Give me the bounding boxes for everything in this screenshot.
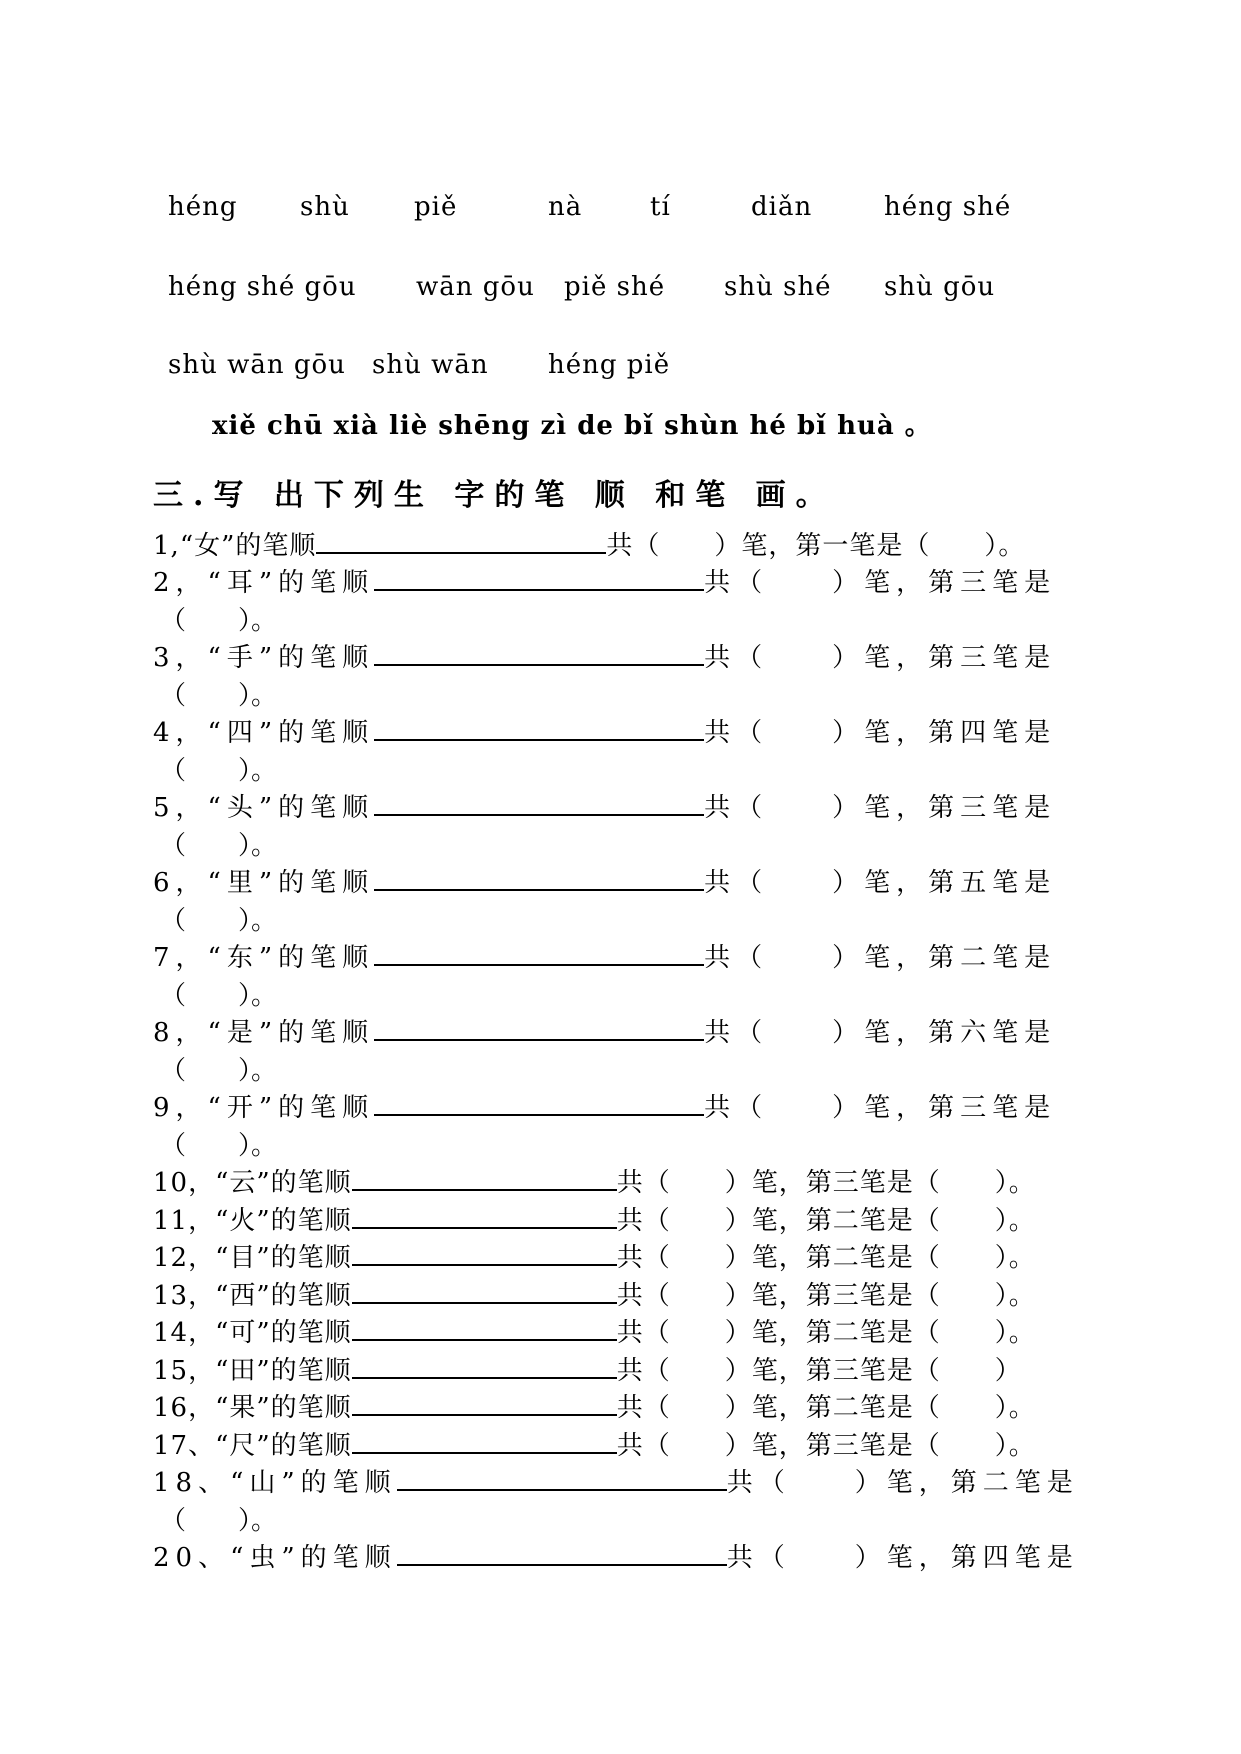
question-row <box>153 1387 1036 1424</box>
stroke-count-prompt: 共（ ）笔， <box>704 1093 929 1123</box>
pinyin-item: shù wān gōu <box>168 350 346 380</box>
pinyin-item: shù gōu <box>884 272 996 302</box>
question-number: 14， <box>153 1318 216 1348</box>
question-row <box>153 1162 1036 1199</box>
question-number: 7， <box>153 943 208 973</box>
stroke-order-blank[interactable] <box>316 528 606 554</box>
stroke-count-prompt: 共（ ）笔， <box>704 718 929 748</box>
question-row <box>153 1237 1036 1274</box>
question-character: “开”的笔顺 <box>207 1093 375 1123</box>
question-row <box>153 1462 1079 1499</box>
question-number: 5， <box>153 793 208 823</box>
question-number: 18、 <box>153 1468 231 1498</box>
question-row <box>153 1537 1079 1574</box>
pinyin-item: shù shé <box>724 272 832 302</box>
question-number: 13， <box>153 1281 216 1311</box>
nth-stroke-answer-paren: （ ）。 <box>160 756 278 786</box>
question-number: 16， <box>153 1393 216 1423</box>
nth-stroke-prompt: 第三笔是 <box>928 568 1057 598</box>
question-row <box>153 787 1056 824</box>
nth-stroke-prompt: 第四笔是 <box>928 718 1057 748</box>
question-character: “目”的笔顺 <box>215 1243 352 1273</box>
stroke-count-prompt: 共（ ）笔， <box>606 531 796 561</box>
pinyin-item: nà <box>548 192 583 222</box>
stroke-order-blank[interactable] <box>374 640 704 666</box>
pinyin-item: diǎn <box>751 192 813 222</box>
question-number: 10， <box>153 1168 216 1198</box>
stroke-count-prompt: 共（ ）笔， <box>704 1018 929 1048</box>
stroke-order-blank[interactable] <box>374 865 704 891</box>
question-character: “西”的笔顺 <box>215 1281 352 1311</box>
nth-stroke-prompt: 第二笔是 <box>950 1468 1079 1498</box>
nth-stroke-prompt: 第四笔是 <box>950 1543 1079 1573</box>
nth-stroke-prompt: 第三笔是 <box>928 1093 1057 1123</box>
stroke-count-prompt: 共（ ）笔， <box>616 1356 806 1386</box>
question-character: “火”的笔顺 <box>215 1206 352 1236</box>
question-character: “四”的笔顺 <box>207 718 375 748</box>
stroke-count-prompt: 共（ ）笔， <box>616 1243 806 1273</box>
question-character: “手”的笔顺 <box>207 643 375 673</box>
pinyin-item: piě shé <box>564 272 666 302</box>
stroke-count-prompt: 共（ ）笔， <box>616 1393 806 1423</box>
nth-stroke-prompt: 第三笔是 <box>928 793 1057 823</box>
pinyin-item: héng piě <box>548 350 671 380</box>
stroke-count-prompt: 共（ ）笔， <box>726 1468 951 1498</box>
stroke-count-prompt: 共（ ）笔， <box>704 943 929 973</box>
stroke-order-blank[interactable] <box>352 1240 617 1266</box>
stroke-count-prompt: 共（ ）笔， <box>704 793 929 823</box>
nth-stroke-prompt: 第三笔是（ ）。 <box>805 1281 1036 1311</box>
question-row <box>153 1087 1056 1124</box>
question-number: 15， <box>153 1356 216 1386</box>
nth-stroke-prompt: 第一笔是（ ）。 <box>795 531 1026 561</box>
stroke-order-blank[interactable] <box>352 1390 617 1416</box>
question-number: 20、 <box>153 1543 231 1573</box>
stroke-count-prompt: 共（ ）笔， <box>616 1206 806 1236</box>
nth-stroke-answer-paren: （ ）。 <box>160 1131 278 1161</box>
question-character: “可”的笔顺 <box>215 1318 352 1348</box>
nth-stroke-answer-paren: （ ）。 <box>160 1056 278 1086</box>
question-character: “山”的笔顺 <box>230 1468 397 1498</box>
pinyin-item: héng <box>168 192 238 222</box>
question-row <box>153 712 1056 749</box>
question-number: 9， <box>153 1093 208 1123</box>
stroke-order-blank[interactable] <box>352 1278 617 1304</box>
question-character: “女”的笔顺 <box>179 531 317 561</box>
stroke-order-blank[interactable] <box>374 790 704 816</box>
instruction-pinyin: xiě chū xià liè shēng zì de bǐ shùn hé bǐ huà 。 <box>212 411 932 441</box>
stroke-count-prompt: 共（ ）笔， <box>616 1168 806 1198</box>
stroke-order-blank[interactable] <box>352 1203 617 1229</box>
stroke-count-prompt: 共（ ）笔， <box>704 868 929 898</box>
nth-stroke-prompt: 第五笔是 <box>928 868 1057 898</box>
pinyin-item: piě <box>414 192 458 222</box>
pinyin-item: wān gōu <box>416 272 535 302</box>
nth-stroke-prompt: 第二笔是（ ）。 <box>805 1206 1036 1236</box>
question-character: “是”的笔顺 <box>207 1018 375 1048</box>
nth-stroke-answer-paren: （ ）。 <box>160 681 278 711</box>
question-row <box>153 562 1056 599</box>
nth-stroke-prompt: 第三笔是（ ）。 <box>805 1168 1036 1198</box>
question-character: “虫”的笔顺 <box>230 1543 397 1573</box>
question-row <box>153 862 1056 899</box>
question-row <box>153 1425 1036 1462</box>
nth-stroke-answer-paren: （ ）。 <box>160 981 278 1011</box>
question-character: “云”的笔顺 <box>215 1168 352 1198</box>
nth-stroke-answer-paren: （ ）。 <box>160 831 278 861</box>
stroke-order-blank[interactable] <box>374 940 704 966</box>
question-character: “田”的笔顺 <box>215 1356 352 1386</box>
question-row <box>153 1200 1036 1237</box>
pinyin-item: héng shé gōu <box>168 272 357 302</box>
stroke-order-blank[interactable] <box>352 1428 617 1454</box>
question-row <box>153 1350 1022 1387</box>
nth-stroke-prompt: 第六笔是 <box>928 1018 1057 1048</box>
question-number: 4， <box>153 718 208 748</box>
question-number: 3， <box>153 643 208 673</box>
stroke-count-prompt: 共（ ）笔， <box>704 568 929 598</box>
question-number: 17、 <box>153 1431 216 1461</box>
stroke-count-prompt: 共（ ）笔， <box>726 1543 951 1573</box>
pinyin-item: héng shé <box>884 192 1012 222</box>
stroke-count-prompt: 共（ ）笔， <box>616 1431 806 1461</box>
stroke-order-blank[interactable] <box>374 1090 704 1116</box>
stroke-order-blank[interactable] <box>374 565 704 591</box>
question-row <box>153 1012 1056 1049</box>
question-row <box>153 1312 1036 1349</box>
nth-stroke-prompt: 第二笔是（ ）。 <box>805 1393 1036 1423</box>
question-number: 11， <box>153 1206 216 1236</box>
question-number: 2， <box>153 568 208 598</box>
stroke-order-blank[interactable] <box>374 1015 704 1041</box>
stroke-order-blank[interactable] <box>397 1465 727 1491</box>
question-number: 8， <box>153 1018 208 1048</box>
stroke-order-blank[interactable] <box>352 1315 617 1341</box>
nth-stroke-answer-paren: （ ）。 <box>160 606 278 636</box>
question-character: “里”的笔顺 <box>207 868 375 898</box>
question-number: 12， <box>153 1243 216 1273</box>
question-character: “头”的笔顺 <box>207 793 375 823</box>
question-character: “果”的笔顺 <box>215 1393 352 1423</box>
stroke-order-blank[interactable] <box>352 1353 617 1379</box>
question-character: “耳”的笔顺 <box>207 568 375 598</box>
nth-stroke-prompt: 第二笔是（ ）。 <box>805 1318 1036 1348</box>
nth-stroke-prompt: 第三笔是 <box>928 643 1057 673</box>
question-character: “东”的笔顺 <box>207 943 375 973</box>
nth-stroke-prompt: 第二笔是（ ）。 <box>805 1243 1036 1273</box>
question-number: 1, <box>153 531 180 561</box>
stroke-order-blank[interactable] <box>397 1540 727 1566</box>
nth-stroke-prompt: 第三笔是（ ） <box>805 1356 1022 1386</box>
question-row <box>153 637 1056 674</box>
section-title: 三.写 出下列生 字的笔 顺 和笔 画。 <box>153 478 836 513</box>
nth-stroke-answer-paren: （ ）。 <box>160 906 278 936</box>
pinyin-item: shù <box>300 192 350 222</box>
question-number: 6， <box>153 868 208 898</box>
nth-stroke-answer-paren: （ ）。 <box>160 1506 278 1536</box>
stroke-count-prompt: 共（ ）笔， <box>704 643 929 673</box>
question-row <box>153 525 1025 562</box>
stroke-count-prompt: 共（ ）笔， <box>616 1281 806 1311</box>
question-character: “尺”的笔顺 <box>215 1431 352 1461</box>
stroke-order-blank[interactable] <box>352 1165 617 1191</box>
nth-stroke-prompt: 第三笔是（ ）。 <box>805 1431 1036 1461</box>
pinyin-item: tí <box>650 192 671 222</box>
stroke-count-prompt: 共（ ）笔， <box>616 1318 806 1348</box>
question-row <box>153 937 1056 974</box>
nth-stroke-prompt: 第二笔是 <box>928 943 1057 973</box>
question-row <box>153 1275 1036 1312</box>
stroke-order-blank[interactable] <box>374 715 704 741</box>
pinyin-item: shù wān <box>372 350 489 380</box>
